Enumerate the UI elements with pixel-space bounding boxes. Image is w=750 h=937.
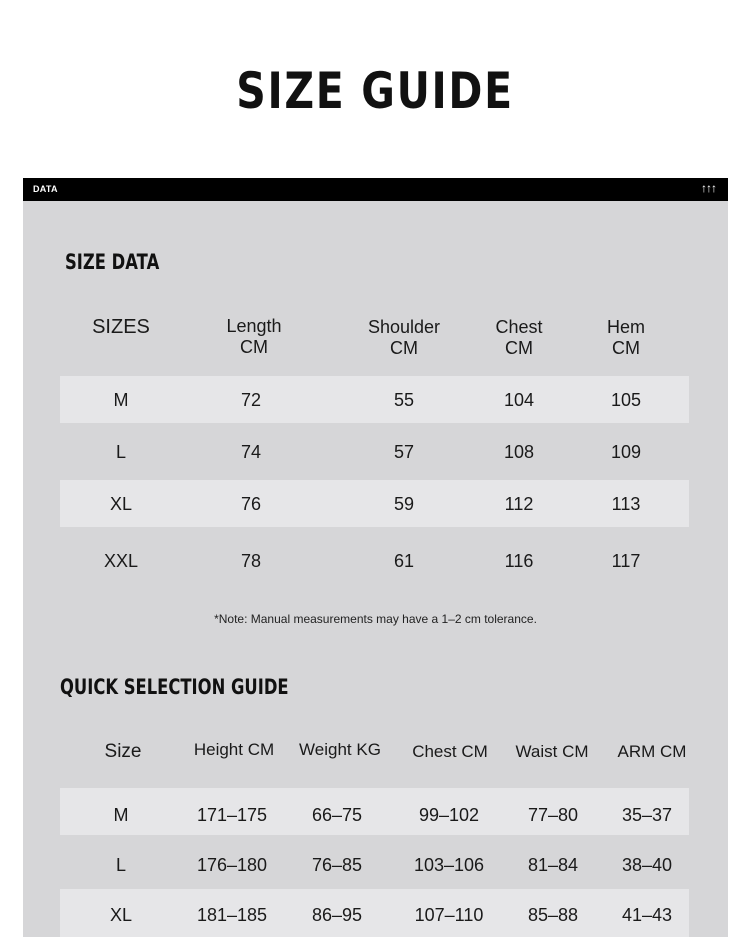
size-data-header-length: Length CM <box>226 316 282 357</box>
quick-header-arm: ARM CM <box>617 742 687 761</box>
panel-header-bar <box>23 178 728 201</box>
panel-bar-label: DATA <box>33 184 58 194</box>
table-cell: 181–185 <box>196 905 268 925</box>
table-cell: 35–37 <box>621 805 673 825</box>
quick-header-weight: Weight KG <box>299 740 381 759</box>
table-cell: 86–95 <box>311 905 363 925</box>
table-cell: L <box>115 442 126 462</box>
table-cell: 116 <box>504 551 534 571</box>
table-cell: 117 <box>611 551 641 571</box>
page-title: SIZE GUIDE <box>236 62 514 120</box>
size-data-title: SIZE DATA <box>65 250 160 274</box>
table-cell: 105 <box>610 390 642 410</box>
size-data-header-hem: Hem CM <box>606 317 645 358</box>
table-cell: 113 <box>611 494 641 514</box>
table-cell: 74 <box>240 442 262 462</box>
quick-header-size: Size <box>104 741 142 762</box>
table-cell: XL <box>109 494 133 514</box>
table-cell: 41–43 <box>621 905 673 925</box>
table-cell: 85–88 <box>527 905 579 925</box>
table-cell: 78 <box>240 551 262 571</box>
size-data-header-shoulder: Shoulder CM <box>367 317 441 358</box>
table-cell: XL <box>109 905 133 925</box>
size-data-header-chest: Chest CM <box>495 317 543 358</box>
table-cell: M <box>113 390 129 410</box>
size-data-header-sizes: SIZES <box>92 316 150 338</box>
size-guide-panel <box>23 178 728 937</box>
table-cell: XXL <box>103 551 139 571</box>
table-cell: 77–80 <box>527 805 579 825</box>
table-cell: 107–110 <box>414 905 484 925</box>
table-cell: 72 <box>240 390 262 410</box>
up-arrows-icon: ↑↑↑ <box>701 181 716 195</box>
table-cell: 76 <box>240 494 262 514</box>
table-cell: 59 <box>393 494 415 514</box>
tolerance-note: *Note: Manual measurements may have a 1–2 cm tolerance. <box>214 612 537 626</box>
quick-header-chest: Chest CM <box>412 742 488 761</box>
table-cell: 38–40 <box>621 855 673 875</box>
table-cell: 81–84 <box>527 855 579 875</box>
table-cell: 66–75 <box>311 805 363 825</box>
table-cell: 61 <box>393 551 415 571</box>
table-cell: 112 <box>504 494 534 514</box>
quick-header-height: Height CM <box>193 740 275 759</box>
table-cell: 55 <box>393 390 415 410</box>
table-cell: L <box>115 855 126 875</box>
table-cell: 108 <box>503 442 535 462</box>
table-cell: 171–175 <box>196 805 268 825</box>
table-cell: 57 <box>393 442 415 462</box>
table-cell: 104 <box>503 390 535 410</box>
table-cell: 76–85 <box>311 855 363 875</box>
table-cell: M <box>113 805 129 825</box>
table-cell: 109 <box>610 442 642 462</box>
table-cell: 99–102 <box>418 805 480 825</box>
table-cell: 103–106 <box>413 855 485 875</box>
quick-header-waist: Waist CM <box>515 742 589 761</box>
quick-selection-title: QUICK SELECTION GUIDE <box>60 675 289 699</box>
table-cell: 176–180 <box>196 855 268 875</box>
